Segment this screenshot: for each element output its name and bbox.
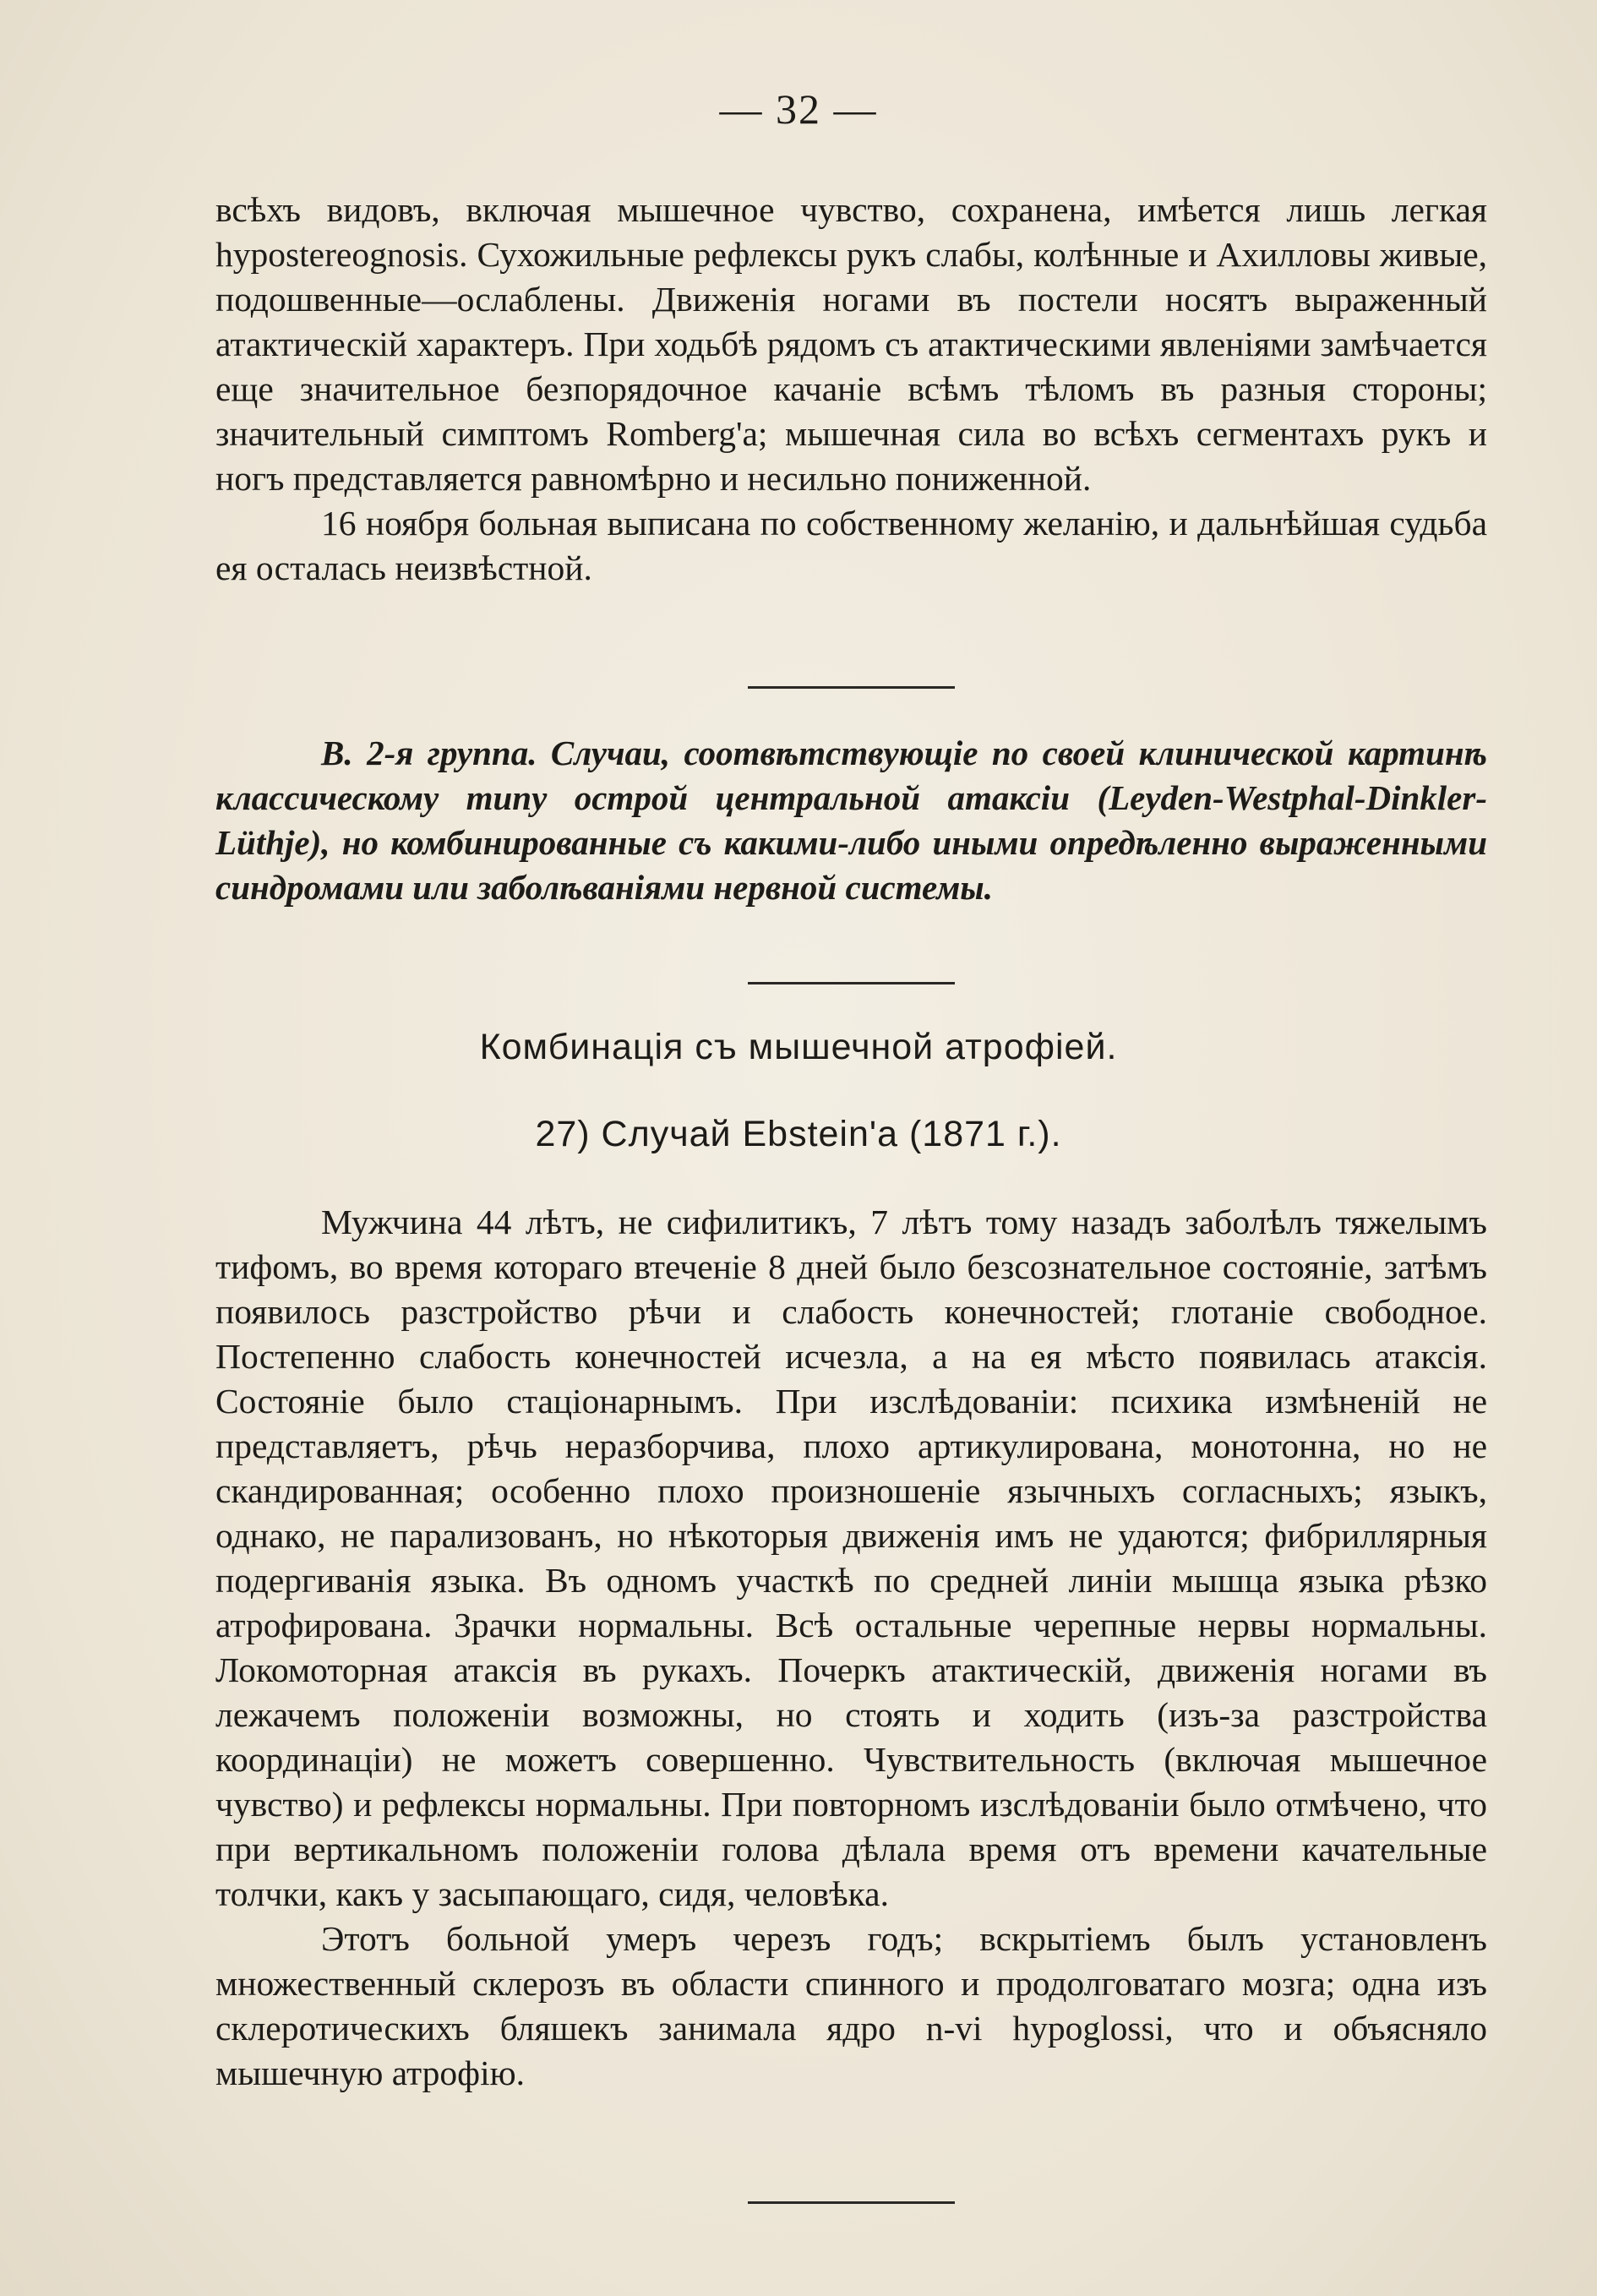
case-heading: 27) Случай Ebstein'а (1871 г.). bbox=[535, 1114, 1062, 1154]
separator-rule-2 bbox=[748, 982, 955, 984]
section-heading: Комбинація съ мышечной атрофіей. bbox=[479, 1027, 1118, 1067]
top-paragraph: всѣхъ видовъ, включая мышечное чувство, сохранена, имѣется лишь легкая hypostereognosis. Сухожильные рефлексы рукъ слабы, колѣнные и Ахилловы живые, подошвенные—ослаблены. Движенія ногами въ постели носятъ выраженный атактическій характеръ. При ходьбѣ рядомъ съ атактическими явленіями замѣчается еще значительное безпорядочное качаніе всѣмъ тѣломъ въ разныя стороны; значительный симптомъ Romberg'а; мышечная сила во всѣхъ сегментахъ рукъ и ногъ представляется равномѣрно и несильно пониженной. bbox=[215, 190, 1487, 498]
group-description bbox=[215, 731, 1487, 910]
group-label: B. 2-я группа. bbox=[321, 734, 537, 772]
case-paragraph-1: Мужчина 44 лѣтъ, не сифилитикъ, 7 лѣтъ тому назадъ заболѣлъ тяжелымъ тифомъ, во время котораго втеченіе 8 дней было безсознательное состояніе, затѣмъ появилось разстройство рѣчи и слабость конечностей; глотаніе свободное. Постепенно слабость конечностей исчезла, а на ея мѣсто появилась атаксія. Состояніе было стаціонарнымъ. При изслѣдованіи: психика измѣненій не представляетъ, рѣчь неразборчива, плохо артикулирована, монотонна, но не скандированная; особенно плохо произношеніе язычныхъ согласныхъ; языкъ, однако, не парализованъ, но нѣкоторыя движенія имъ не удаются; фибриллярныя подергиванія языка. Въ одномъ участкѣ по средней линіи мышца языка рѣзко атрофирована. Зрачки нормальны. Всѣ остальные черепные нервы нормальны. Локомоторная атаксія въ рукахъ. Почеркъ атактическій, движенія ногами въ лежачемъ положеніи возможны, но стоять и ходить (изъ-за разстройства координаціи) не можетъ совершенно. Чувствительность (включая мышечное чувство) и рефлексы нормальны. При повторномъ изслѣдованіи было отмѣчено, что при вертикальномъ положеніи голова дѣлала время отъ времени качательные толчки, какъ у засыпающаго, сидя, человѣка. bbox=[215, 1203, 1487, 1913]
group-text: Случаи, соотвѣтствующіе по своей клинической картинѣ классическому типу острой центральной атаксіи (Leyden-Westphal-Dinkler-Lüthje), но комбинированные съ какими-либо иными опредѣленно выраженными синдромами или заболѣваніями нервной системы. bbox=[215, 734, 1487, 907]
separator-rule-3 bbox=[748, 2201, 955, 2204]
discharge-paragraph: 16 ноября больная выписана по собственному желанію, и дальнѣйшая судьба ея осталась неизвѣстной. bbox=[215, 504, 1487, 587]
case-text-block bbox=[215, 1200, 1487, 2096]
separator-rule-1 bbox=[748, 686, 955, 689]
page-number: — 32 — bbox=[719, 85, 878, 133]
group-block bbox=[215, 731, 1487, 910]
case-paragraph-2: Этотъ больной умеръ черезъ годъ; вскрытіемъ былъ установленъ множественный склерозъ въ области спинного и продолговатаго мозга; одна изъ склеротическихъ бляшекъ занимала ядро n-vi hypoglossi, что и объясняло мышечную атрофію. bbox=[215, 1919, 1487, 2092]
text-block-top bbox=[215, 188, 1487, 591]
